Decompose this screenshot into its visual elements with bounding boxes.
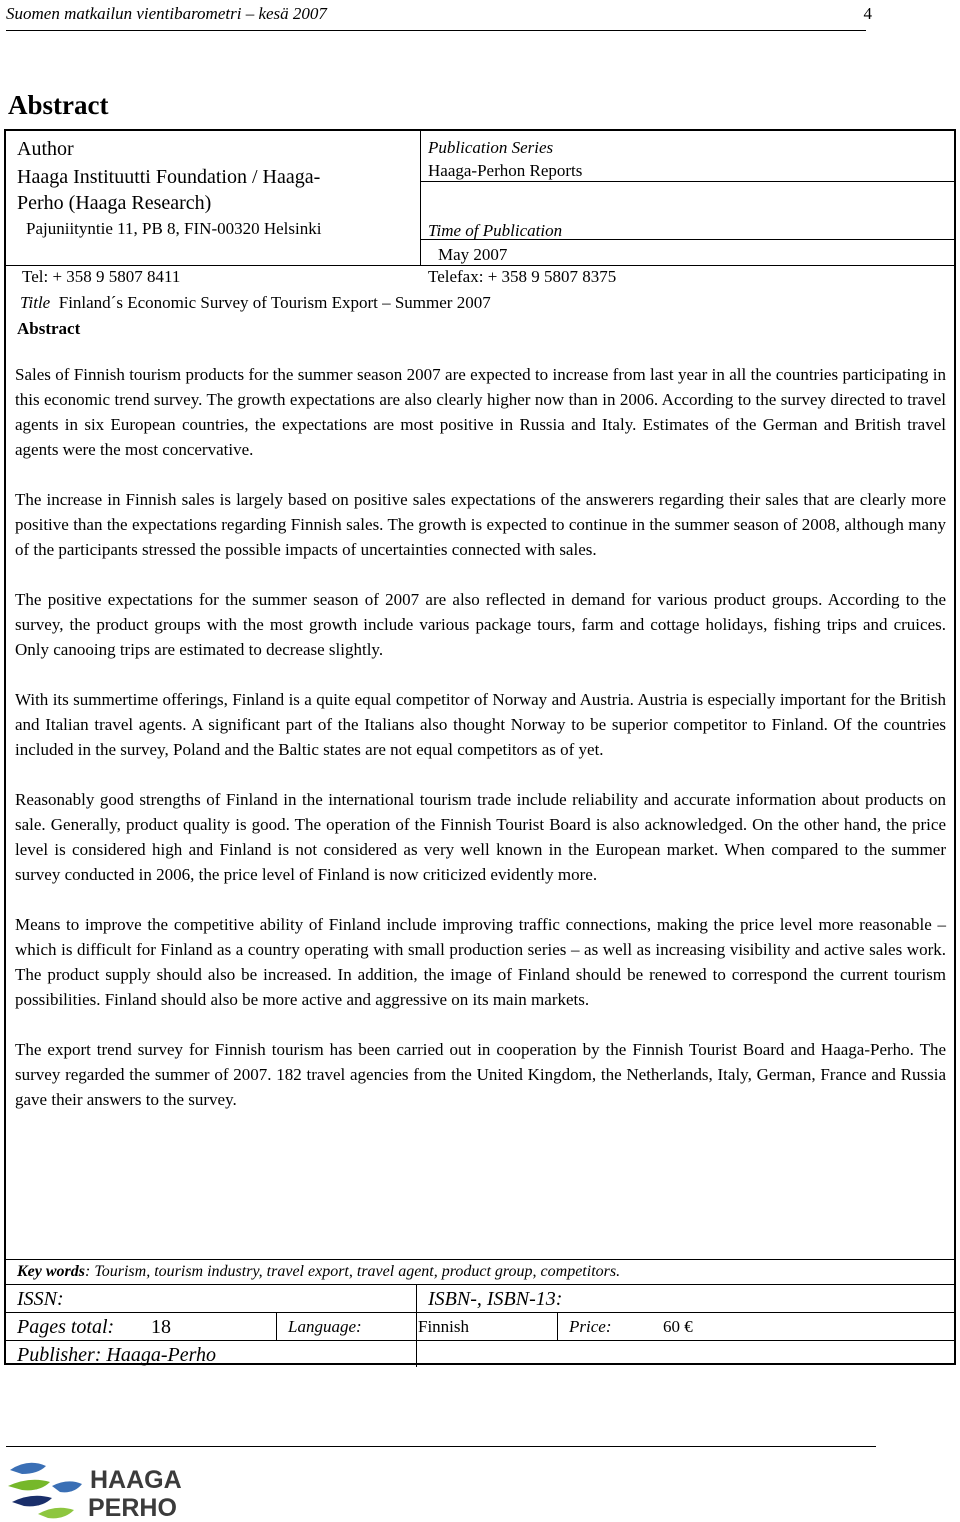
author-address: Pajuniityntie 11, PB 8, FIN-00320 Helsinki: [26, 219, 322, 238]
author-org: Perho (Haaga Research): [17, 192, 212, 214]
publication-series-label: Publication Series: [428, 138, 554, 157]
keywords-row: [17, 1263, 620, 1281]
body-paragraph: With its summertime offerings, Finland is a quite equal competitor of Norway and Austria. Austria is especially important for the British and Italian travel agents. A significant part of the Italians also thought Norway to be superior competitor to Finland. Of the countries included in the survey, Poland and the Baltic states are not equal competitors as of yet.: [15, 690, 946, 759]
pages-label: Pages total:: [17, 1316, 115, 1338]
language-value: Finnish: [418, 1317, 470, 1336]
time-of-publication-label: Time of Publication: [428, 221, 563, 240]
body-paragraph: The export trend survey for Finnish tourism has been carried out in cooperation by the Finnish Tourist Board and Haaga-Perho. The survey regarded the summer of 2007. 182 travel agencies from the United Kingdom, the Netherlands, Italy, German, France and Russia gave their answers to the survey.: [15, 1040, 946, 1109]
page-number: 4: [863, 4, 872, 23]
info-divider: [420, 181, 956, 182]
body-paragraph: The increase in Finnish sales is largely based on positive sales expectations of the answerers regarding their sales that are clearly more positive than the expectations regarding Finnish sales. The growth is expected to continue in the summer season of 2008, although many of the participants stressed the possible impacts of uncertainties connected with sales.: [15, 490, 946, 559]
author-label: Author: [17, 138, 74, 160]
keywords-value: : Tourism, tourism industry, travel export, travel agent, product group, competitors.: [85, 1263, 621, 1280]
haaga-perho-logo: [8, 1456, 208, 1520]
info-divider-vertical: [420, 131, 421, 266]
meta-divider-vertical: [416, 1284, 417, 1367]
language-label: Language:: [288, 1317, 362, 1336]
title-value: Finland´s Economic Survey of Tourism Export – Summer 2007: [58, 293, 491, 312]
time-of-publication-value: May 2007: [438, 245, 508, 264]
document-title-row: [20, 293, 491, 313]
price-label: Price:: [569, 1317, 612, 1336]
title-label: Title: [20, 293, 51, 312]
isbn-label: ISBN-, ISBN-13:: [428, 1288, 563, 1310]
pages-value: 18: [151, 1316, 171, 1338]
logo-mark-icon: [8, 1463, 82, 1519]
abstract-label: Abstract: [17, 319, 81, 338]
page-title: Abstract: [8, 90, 109, 120]
meta-divider: [6, 1259, 956, 1260]
price-value: 60 €: [663, 1317, 693, 1336]
issn-label: ISSN:: [17, 1288, 64, 1310]
publisher: Publisher: Haaga-Perho: [17, 1344, 217, 1366]
meta-divider-vertical: [557, 1312, 558, 1340]
meta-divider: [6, 1312, 956, 1313]
page-header: [6, 0, 878, 36]
meta-divider-vertical: [276, 1312, 277, 1340]
author-org: Haaga Instituutti Foundation / Haaga-: [17, 166, 321, 188]
running-title: Suomen matkailun vientibarometri – kesä 2007: [6, 4, 327, 23]
info-divider: [6, 265, 956, 266]
body-paragraph: The positive expectations for the summer season of 2007 are also reflected in demand for various product groups. According to the survey, the product groups with the most growth include various package tours, farm and cottage holidays, fishing trips and cruices. Only canooing trips are estimated to decrease slightly.: [15, 590, 946, 659]
logo-text-line2: PERHO: [88, 1494, 177, 1520]
logo-text-line1: HAAGA: [90, 1466, 182, 1494]
publication-series-value: Haaga-Perhon Reports: [428, 161, 583, 180]
body-paragraph: Sales of Finnish tourism products for the summer season 2007 are expected to increase from last year in all the countries participating in this economic trend survey. The growth expectations are also clearly higher now than in 2006. According to the survey directed to travel agents in six European countries, the expectations are most positive in Russia and Italy. Estimates of the German and British travel agents were the most concervative.: [15, 365, 946, 459]
meta-divider: [6, 1284, 956, 1285]
meta-divider: [6, 1340, 956, 1341]
telephone: Tel: + 358 9 5807 8411: [22, 267, 181, 286]
keywords-label: Key words: [17, 1263, 85, 1280]
header-rule: [6, 30, 866, 31]
abstract-body: [15, 362, 946, 1137]
telefax: Telefax: + 358 9 5807 8375: [428, 267, 617, 286]
body-paragraph: Means to improve the competitive ability of Finland include improving traffic connections, making the price level more reasonable – which is difficult for Finland as a country operating with small production series – as well as increasing visibility and active sales work. The product supply should also be increased. In addition, the image of Finland should be renewed to correspond the current tourism possibilities. Finland should also be more active and aggressive on its main markets.: [15, 915, 946, 1009]
body-paragraph: Reasonably good strengths of Finland in the international tourism trade include reliability and accurate information about products on sale. Generally, product quality is good. The operation of the Finnish Tourist Board is also acknowledged. On the other hand, the price level is considered high and Finland is not considered as very well known in the European market. When compared to the summer survey conducted in 2006, the price level of Finland is now criticized evidently more.: [15, 790, 946, 884]
footer-rule: [6, 1446, 876, 1447]
